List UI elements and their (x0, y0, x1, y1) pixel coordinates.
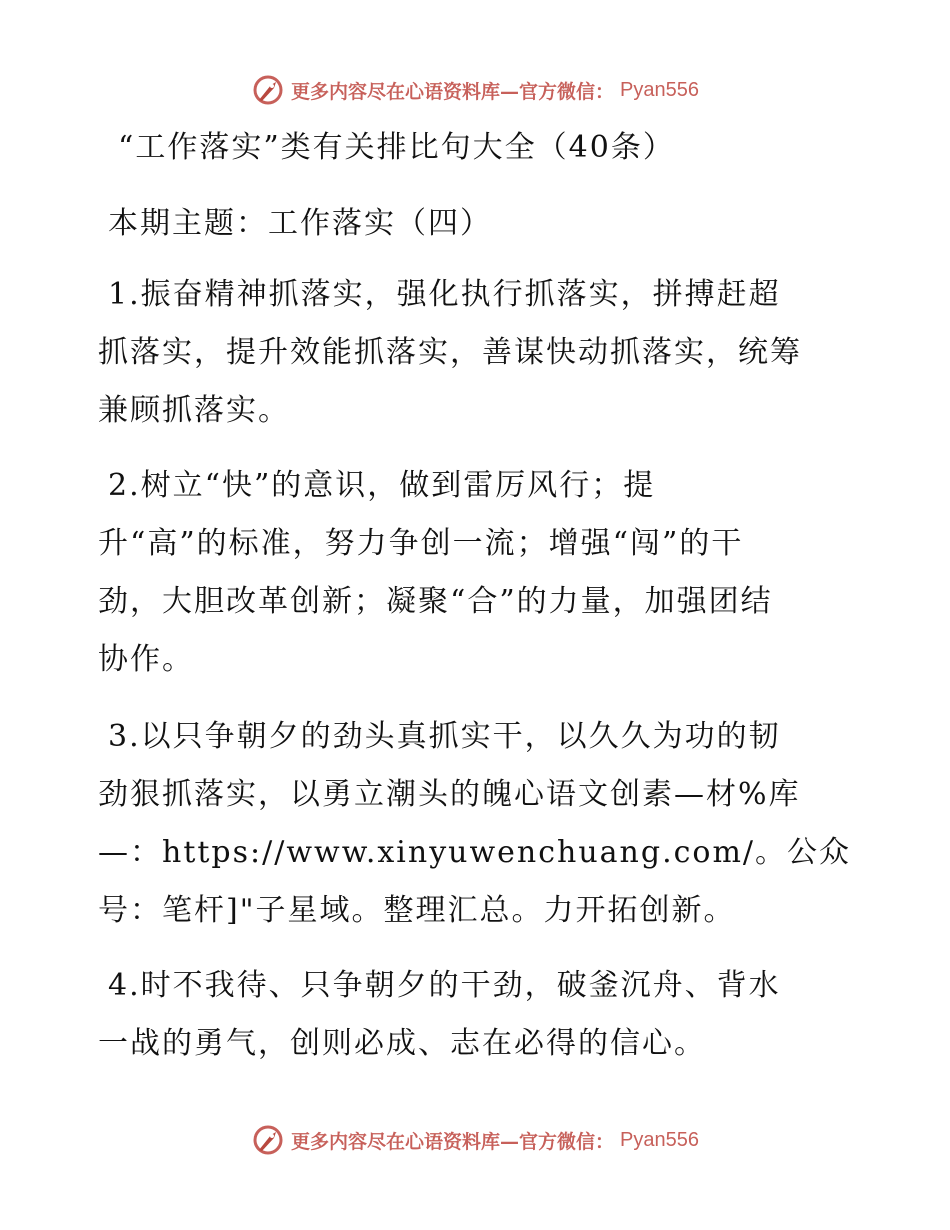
paragraph-line: 3.以只争朝夕的劲头真抓实干，以久久为功的韧 (108, 719, 781, 754)
paragraph-1 (98, 266, 858, 440)
paragraph-line-url: —：https://www.xinyuwenchuang.com/。公众 (98, 835, 852, 870)
pen-nib-logo-icon (251, 1123, 285, 1157)
paragraph-line: 劲狠抓落实，以勇立潮头的魄心语文创素—材%库 (98, 777, 801, 812)
paragraph-line: 1.振奋精神抓落实，强化执行抓落实，拼搏赶超 (108, 277, 781, 312)
paragraph-line: 2.树立“快”的意识，做到雷厉风行；提 (108, 468, 656, 503)
paragraph-line: 兼顾抓落实。 (98, 393, 290, 428)
header-watermark (0, 70, 950, 110)
paragraph-4 (98, 957, 858, 1073)
paragraph-line: 协作。 (98, 642, 194, 677)
pen-nib-logo-icon (251, 73, 285, 107)
paragraph-line: 4.时不我待、只争朝夕的干劲，破釜沉舟、背水 (108, 968, 781, 1003)
document-title: “工作落实”类有关排比句大全（40条） (118, 130, 675, 165)
watermark-wechat-id: Pyan556 (620, 78, 699, 101)
watermark-wechat-id: Pyan556 (620, 1128, 699, 1151)
paragraph-line: 抓落实，提升效能抓落实，善谋快动抓落实，统筹 (98, 335, 802, 370)
paragraph-line: 升“高”的标准，努力争创一流；增强“闯”的干 (98, 526, 744, 561)
footer-watermark (0, 1120, 950, 1160)
watermark-brand-text: 更多内容尽在心语资料库—官方微信： (291, 1130, 615, 1153)
document-subtitle: 本期主题：工作落实（四） (108, 206, 492, 241)
watermark-brand-text: 更多内容尽在心语资料库—官方微信： (291, 80, 615, 103)
paragraph-2 (98, 457, 858, 689)
paragraph-line: 号：笔杆]"子星域。整理汇总。力开拓创新。 (98, 893, 736, 928)
paragraph-line: 一战的勇气，创则必成、志在必得的信心。 (98, 1026, 706, 1061)
paragraph-3 (98, 708, 858, 940)
paragraph-line: 劲，大胆改革创新；凝聚“合”的力量，加强团结 (98, 584, 773, 619)
